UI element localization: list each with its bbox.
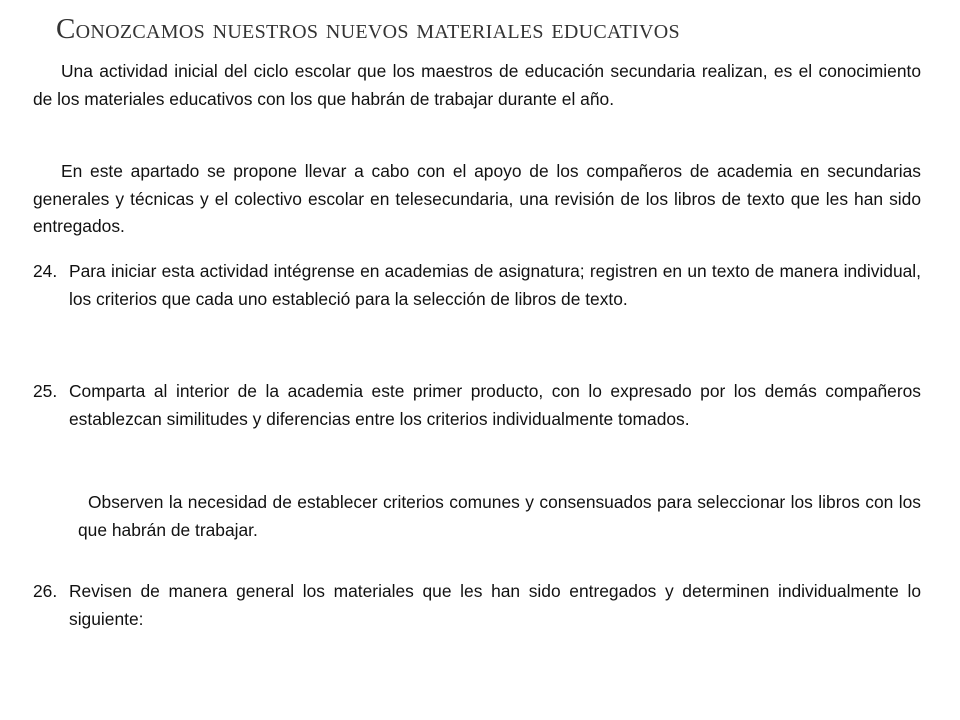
item-text: Revisen de manera general los materiales que les han sido entregados y determinen individualmente lo siguiente: xyxy=(69,581,921,629)
list-item-24 xyxy=(33,258,921,313)
item-text: Comparta al interior de la academia este primer producto, con lo expresado por los demás compañeros establezcan similitudes y diferencias entre los criterios individualmente tomados. xyxy=(69,381,921,429)
item-number: 24. xyxy=(33,261,58,281)
context-paragraph: En este apartado se propone llevar a cabo con el apoyo de los compañeros de academia en secundarias generales y técnicas y el colectivo escolar en telesecundaria, una revisión de los libros de texto que les han sido entregados. xyxy=(33,161,921,236)
list-item-25 xyxy=(33,378,921,433)
observation-note: Observen la necesidad de establecer criterios comunes y consensuados para seleccionar los libros con los que habrán de trabajar. xyxy=(78,492,921,540)
item-number: 25. xyxy=(33,381,58,401)
item-text: Para iniciar esta actividad intégrense en academias de asignatura; registren en un texto de manera individual, los criterios que cada uno estableció para la selección de libros de texto. xyxy=(69,261,921,309)
intro-paragraph: Una actividad inicial del ciclo escolar que los maestros de educación secundaria realizan, es el conocimiento de los materiales educativos con los que habrán de trabajar durante el año. xyxy=(33,61,921,109)
slide-title: Conozcamos nuestros nuevos materiales educativos xyxy=(56,13,680,45)
item-number: 26. xyxy=(33,581,58,601)
list-item-26 xyxy=(33,578,921,633)
